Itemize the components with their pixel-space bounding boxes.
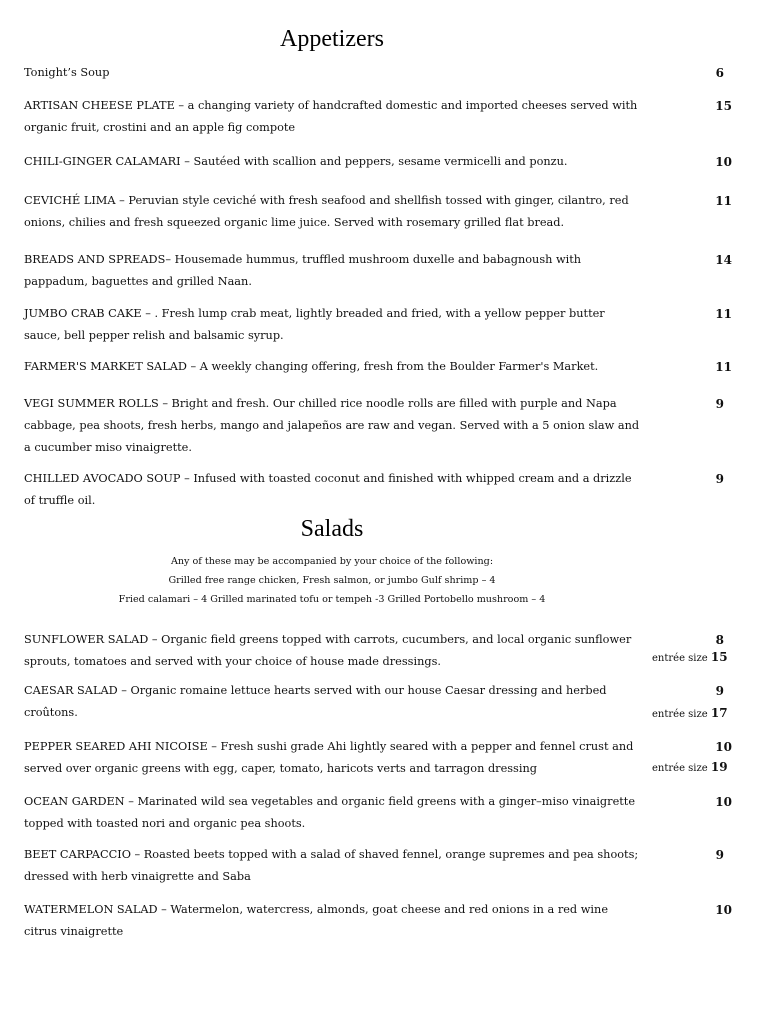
entree-size-label: entrée size — [652, 653, 708, 664]
menu-item-beet-carpaccio: BEET CARPACCIO – Roasted beets topped with a salad of shaved fennel, orange supremes and pea shoots; dressed with herb vinaigrette and Saba — [24, 848, 639, 883]
entree-size-label: entrée size — [652, 709, 708, 720]
salads-heading: Salads — [300, 516, 364, 542]
menu-item-chili-ginger-calamari: CHILI-GINGER CALAMARI – Sautéed with scallion and peppers, sesame vermicelli and ponzu. — [24, 155, 568, 168]
entree-size-label: entrée size — [652, 763, 708, 774]
entree-size-price — [652, 648, 728, 668]
menu-item-ocean-garden: OCEAN GARDEN – Marinated wild sea vegetables and organic field greens with a ginger–miso vinaigrette topped with toasted nori and organic pea shoots. — [24, 795, 636, 830]
menu-item-price: 15 — [715, 99, 732, 113]
entree-size-price — [652, 704, 728, 724]
add-on-note-line: Fried calamari – 4 Grilled marinated tofu or tempeh -3 Grilled Portobello mushroom – 4 — [118, 594, 546, 605]
menu-item-sunflower-salad: SUNFLOWER SALAD – Organic field greens topped with carrots, cucumbers, and local organic sunflower sprouts, tomatoes and served with your choice of house made dressings. — [24, 633, 632, 668]
menu-item-artisan-cheese-plate: ARTISAN CHEESE PLATE – a changing variety of handcrafted domestic and imported cheeses served with organic fruit, crostini and an apple fig compote — [24, 99, 638, 134]
menu-item-price: 9 — [715, 848, 724, 862]
menu-item-pepper-seared-ahi-nicoise: PEPPER SEARED AHI NICOISE – Fresh sushi grade Ahi lightly seared with a pepper and fennel crust and served over organic greens with egg, caper, tomato, haricots verts and tarragon dressing — [24, 740, 634, 775]
menu-item-price: 10 — [715, 740, 732, 754]
menu-item-price: 9 — [715, 397, 724, 411]
menu-item-price: 6 — [715, 66, 724, 80]
menu-item-chilled-avocado-soup: CHILLED AVOCADO SOUP – Infused with toasted coconut and finished with whipped cream and a drizzle of truffle oil. — [24, 472, 632, 507]
menu-item-tonights-soup: Tonight’s Soup — [24, 66, 110, 79]
menu-item-price: 10 — [715, 903, 732, 917]
entree-size-value: 15 — [710, 650, 728, 664]
entree-size-price — [652, 758, 728, 778]
menu-item-farmers-market-salad: FARMER'S MARKET SALAD – A weekly changing offering, fresh from the Boulder Farmer's Market. — [24, 360, 599, 373]
add-on-note-line: Any of these may be accompanied by your choice of the following: — [170, 556, 494, 567]
menu-item-price: 11 — [715, 307, 732, 321]
menu-item-caesar-salad: CAESAR SALAD – Organic romaine lettuce hearts served with our house Caesar dressing and herbed croûtons. — [24, 684, 607, 719]
appetizers-heading: Appetizers — [280, 26, 384, 52]
menu-item-price: 14 — [715, 253, 732, 267]
menu-item-price: 8 — [715, 633, 724, 647]
menu-item-breads-and-spreads: BREADS AND SPREADS– Housemade hummus, truffled mushroom duxelle and babagnoush with pappadum, baguettes and grilled Naan. — [24, 253, 582, 288]
menu-item-watermelon-salad: WATERMELON SALAD – Watermelon, watercress, almonds, goat cheese and red onions in a red wine citrus vinaigrette — [24, 903, 609, 938]
menu-item-ceviche-lima: CEVICHÉ LIMA – Peruvian style ceviché with fresh seafood and shellfish tossed with ginger, cilantro, red onions, chilies and fresh squeezed organic lime juice. Served with rosemary grilled flat bread. — [24, 194, 629, 229]
menu-item-price: 9 — [715, 684, 724, 698]
menu-item-price: 9 — [715, 472, 724, 486]
menu-item-price: 10 — [715, 795, 732, 809]
menu-item-jumbo-crab-cake: JUMBO CRAB CAKE – . Fresh lump crab meat, lightly breaded and fried, with a yellow pepper butter sauce, bell pepper relish and balsamic syrup. — [24, 307, 605, 342]
entree-size-value: 17 — [710, 706, 728, 720]
menu-item-price: 10 — [715, 155, 732, 169]
menu-item-vegi-summer-rolls: VEGI SUMMER ROLLS – Bright and fresh. Our chilled rice noodle rolls are filled with purple and Napa cabbage, pea shoots, fresh herbs, mango and jalapeños are raw and vegan. Served with a 5 onion slaw and a cucumber miso vinaigrette. — [24, 397, 640, 454]
entree-size-value: 19 — [710, 760, 728, 774]
add-on-note-line: Grilled free range chicken, Fresh salmon, or jumbo Gulf shrimp – 4 — [168, 575, 496, 586]
menu-item-price: 11 — [715, 360, 732, 374]
menu-item-price: 11 — [715, 194, 732, 208]
